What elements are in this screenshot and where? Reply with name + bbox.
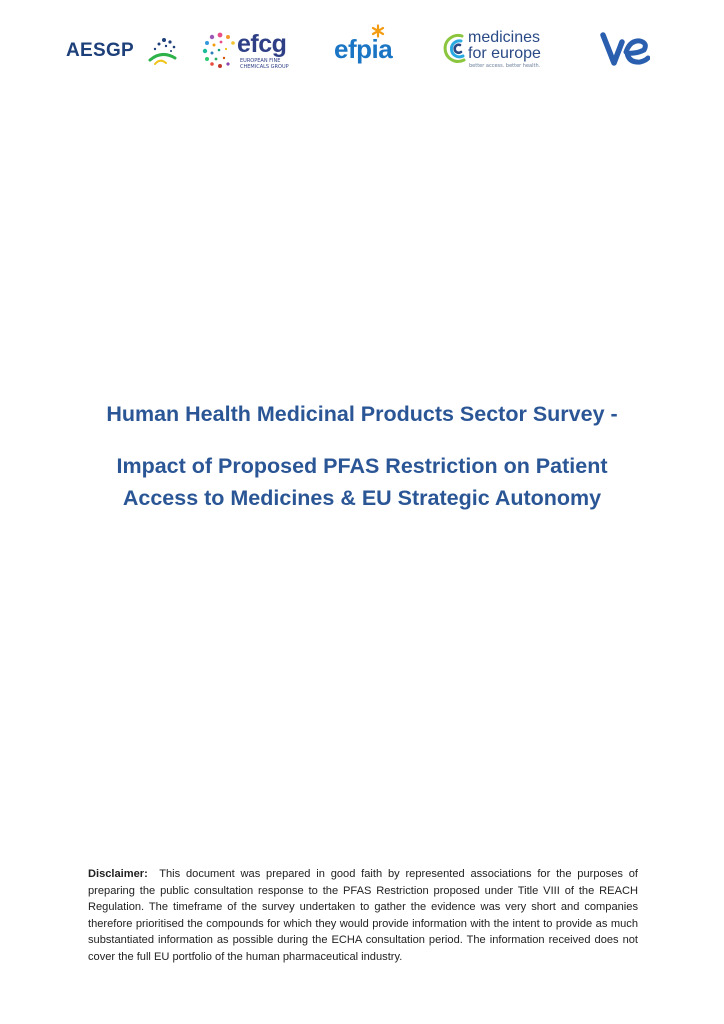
efpia-star-icon (371, 24, 385, 38)
mfe-logo-line1: medicines (468, 29, 541, 46)
efcg-logo-subtitle: EUROPEAN FINE CHEMICALS GROUP (240, 58, 289, 70)
efpia-logo (334, 26, 404, 74)
efcg-dots-icon (200, 30, 240, 70)
aesgp-dots-icon (146, 36, 178, 66)
title-line-1: Human Health Medicinal Products Sector Survey - (106, 402, 618, 426)
mfe-arcs-icon (442, 32, 468, 66)
ve-monogram-icon (600, 30, 650, 68)
efcg-logo-text: efcg (237, 30, 287, 58)
logo-bar (62, 26, 662, 74)
mfe-logo-line2: for europe (468, 45, 541, 62)
disclaimer-paragraph (88, 866, 638, 966)
aesgp-logo-text: AESGP (66, 40, 135, 61)
mfe-logo-tagline: better access. better health. (469, 63, 541, 69)
disclaimer-text: This document was prepared in good faith by represented associations for the purposes of preparing the public consultation response to the PFAS Restriction proposed under Title VIII of the REACH Regulation. The timeframe of the survey undertaken to gather the evidence was very short and companies therefore prioritised the compounds for which they would provide information with the intent to provide as much substantiated information as possible during the ECHA consultation period. The information received does not cover the full EU portfolio of the human pharmaceutical industry. (88, 868, 638, 963)
ve-logo (600, 26, 652, 74)
title-line-2: Impact of Proposed PFAS Restriction on Patient (116, 454, 608, 478)
document-title (40, 400, 684, 514)
disclaimer-label: Disclaimer: (88, 868, 148, 880)
efpia-logo-text: efpia (334, 34, 393, 64)
efcg-logo (200, 26, 296, 74)
medicines-for-europe-logo (442, 26, 566, 74)
aesgp-logo (66, 26, 178, 74)
title-line-3: Access to Medicines & EU Strategic Autonomy (122, 486, 602, 510)
